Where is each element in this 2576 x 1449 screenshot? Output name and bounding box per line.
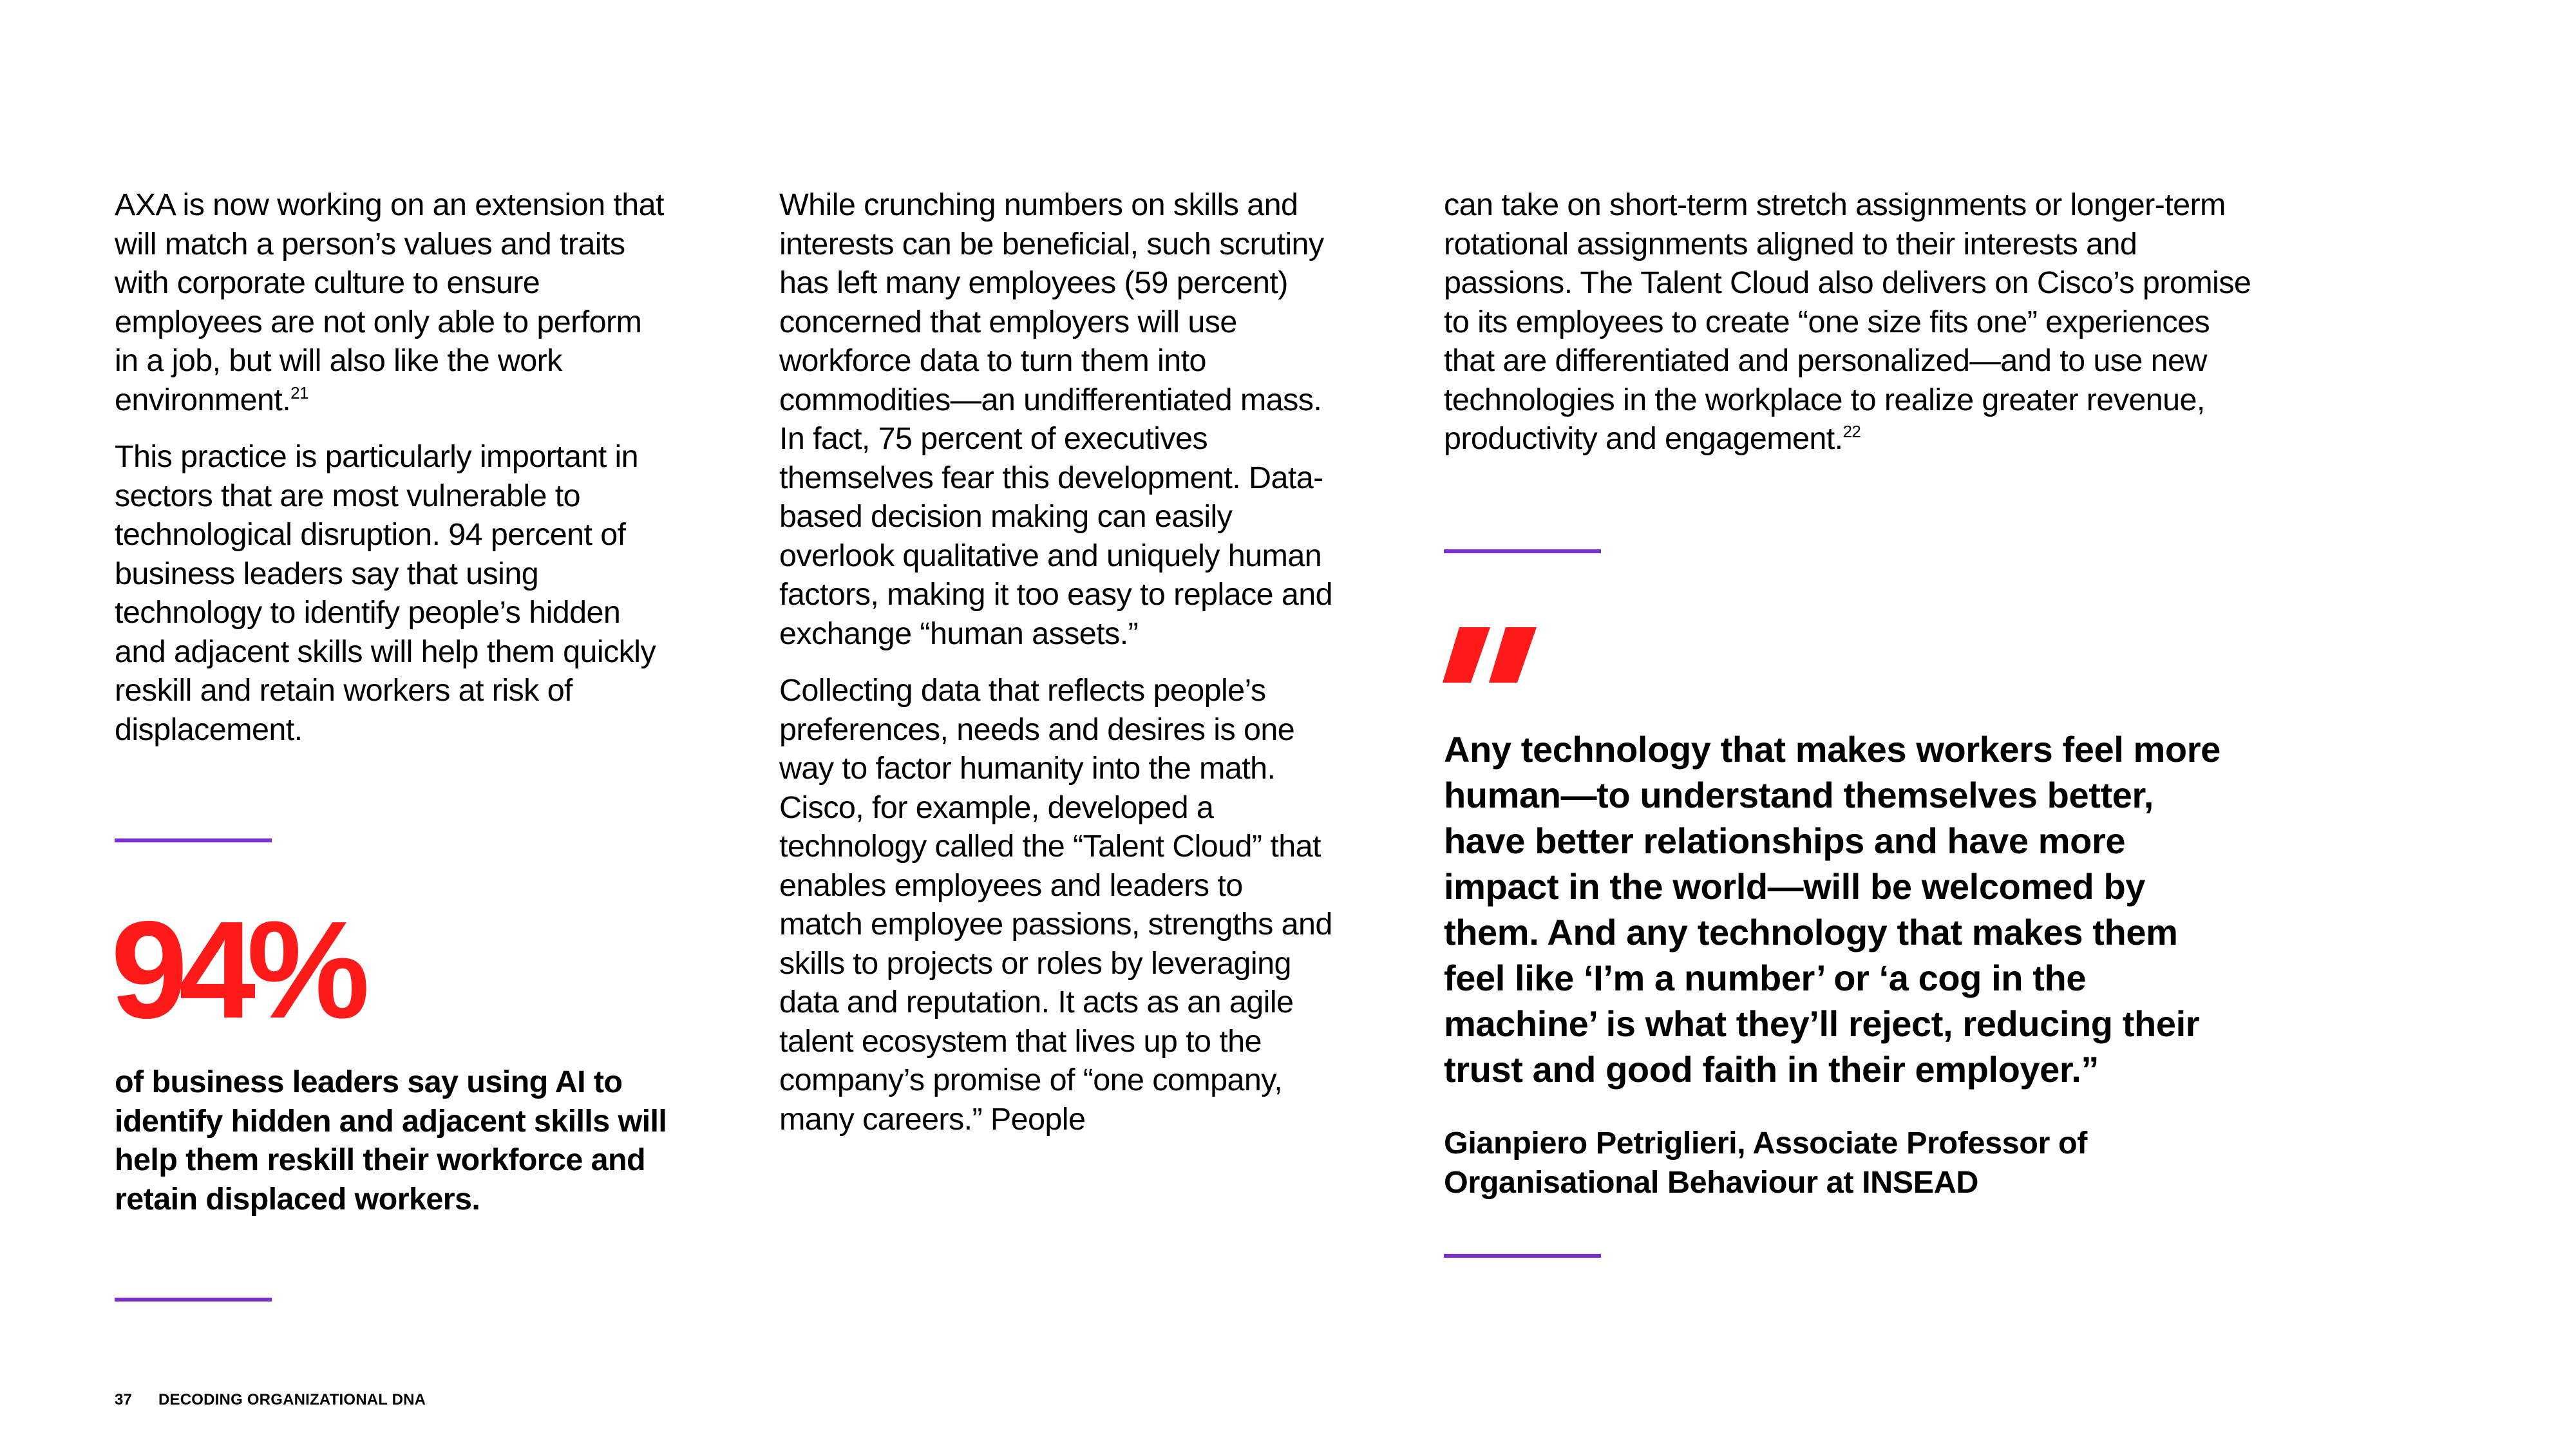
pull-quote: Any technology that makes workers feel more human—to understand themselves better, have better relationships and have more impact in the world—will be welcomed by them. And any technology that makes them feel like ‘I’m a number’ or ‘a cog in the machine’ is what they’ll reject, reducing their trust and good faith in their employer.” (1444, 729, 2221, 1090)
stat-caption: of business leaders say using AI to identify hidden and adjacent skills will help them reskill their workforce and retain displaced workers. (115, 1065, 667, 1217)
column-2 (779, 185, 1333, 1157)
column-1 (115, 185, 668, 767)
footnote-22: 22 (1842, 422, 1861, 441)
column-3 (1444, 185, 2255, 477)
page-footer (115, 1391, 426, 1409)
column1-paragraph-1-text: AXA is now working on an extension that will match a person’s values and traits with corporate culture to ensure employees are not only able to perform in a job, but will also like the work environment. (115, 187, 664, 417)
divider-rule-col3-top (1444, 549, 1601, 553)
column1-paragraph-1 (115, 185, 668, 419)
footnote-21: 21 (290, 383, 308, 402)
page-number: 37 (115, 1391, 133, 1408)
divider-rule-col1-bottom (115, 1298, 272, 1302)
column1-paragraph-2: This practice is particularly important in sectors that are most vulnerable to technological disruption. 94 percent of business leaders say that using technology to identify people’s hidden and adjacent skills will help them quickly reskill and retain workers at risk of displacement. (115, 439, 656, 747)
stat-number: 94% (111, 892, 361, 1047)
column3-paragraph-1 (1444, 185, 2255, 459)
column3-paragraph-1-text: can take on short-term stretch assignments or longer-term rotational assignments aligned to their interests and passions. The Talent Cloud also delivers on Cisco’s promise to its employees to create “one size fits one” experiences that are differentiated and personalized—and to use new technologies in the workplace to realize greater revenue, productivity and engagement. (1444, 187, 2251, 456)
divider-rule-col3-bottom (1444, 1254, 1601, 1258)
column2-paragraph-2: Collecting data that reflects people’s preferences, needs and desires is one way to factor humanity into the math. Cisco, for example, developed a technology called the “Talent Cloud” that enables employees and leaders to match employee passions, strengths and skills to projects or roles by leveraging data and reputation. It acts as an agile talent ecosystem that lives up to the company’s promise of “one company, many careers.” People (779, 673, 1332, 1137)
quote-mark-icon (1443, 625, 1539, 686)
divider-rule-col1-top (115, 838, 272, 842)
footer-title: DECODING ORGANIZATIONAL DNA (158, 1391, 426, 1408)
quote-attribution: Gianpiero Petriglieri, Associate Professor of Organisational Behaviour at INSEAD (1444, 1126, 2088, 1200)
column2-paragraph-1: While crunching numbers on skills and interests can be beneficial, such scrutiny has left many employees (59 percent) concerned that employers will use workforce data to turn them into commodities—an undifferentiated mass. In fact, 75 percent of executives themselves fear this development. Data-based decision making can easily overlook qualitative and uniquely human factors, making it too easy to replace and exchange “human assets.” (779, 187, 1333, 651)
